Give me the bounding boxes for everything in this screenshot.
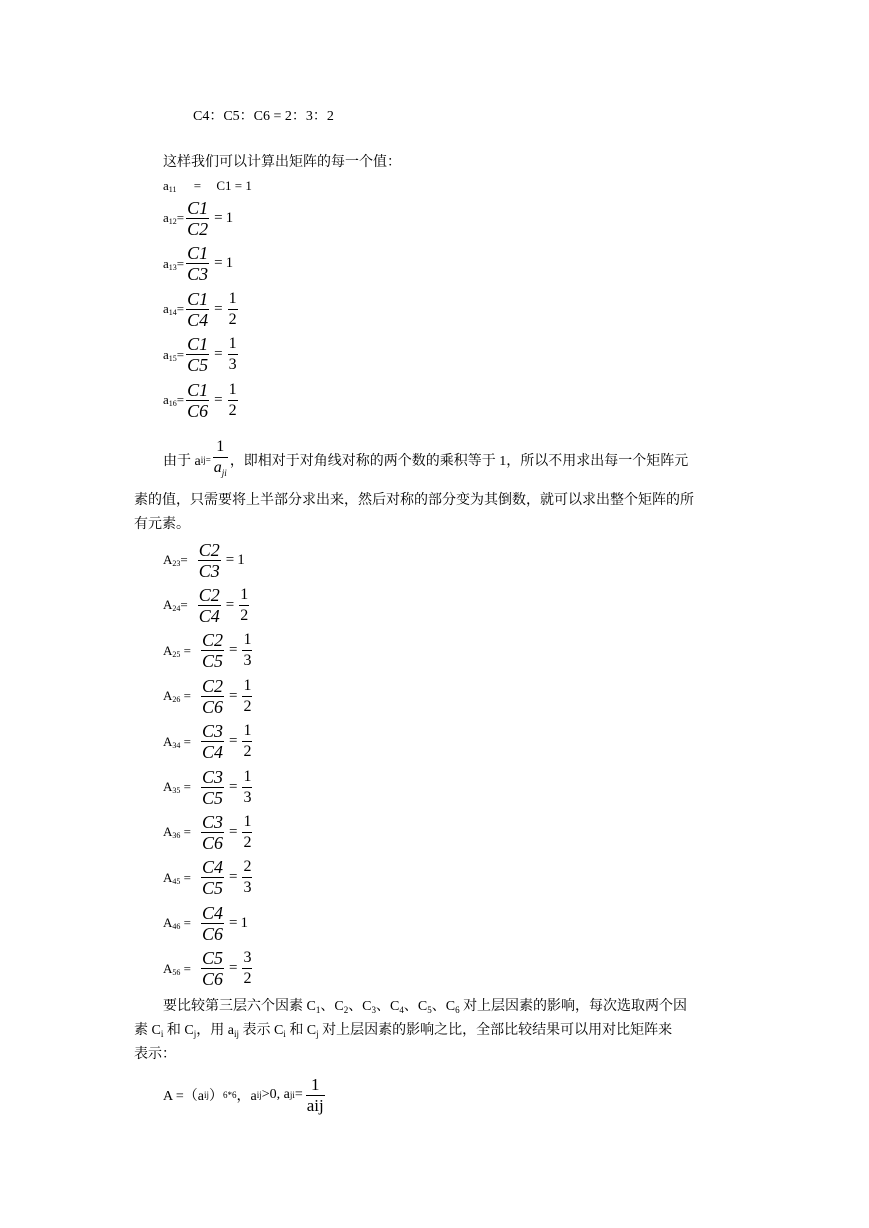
- equation-A26: $A_{26}$ = $\frac{C2}{C6}$ = $\frac{1}{2}$: [163, 675, 252, 717]
- fraction: $\frac{C1}{C5}$: [187, 334, 209, 376]
- eq-a11: $a_{11} = C1 = 1$: [163, 178, 252, 194]
- equation-A23: $A_{23}=$ $\frac{C2}{C3}$ = 1: [163, 539, 245, 581]
- result-fraction: $\frac{2}{3}$: [243, 858, 252, 897]
- result-value: 1: [225, 209, 234, 226]
- equation-A25: $A_{25}$ = $\frac{C2}{C5}$ = $\frac{1}{3}$: [163, 630, 252, 672]
- fraction: $\frac{C1}{C4}$: [187, 288, 209, 330]
- result-value: 1: [225, 255, 234, 272]
- result-fraction: $\frac{1}{2}$: [228, 380, 237, 419]
- equation-label: $a_{12}=$: [163, 210, 185, 226]
- result-fraction: $\frac{1}{3}$: [243, 767, 252, 806]
- result-fraction: $\frac{1}{2}$: [243, 676, 252, 715]
- para-compare-line2: 素 $C_i$ 和 $C_j$，用 $a_{ij}$ 表示 $C_i$ 和 $C_j$ 对上层因素的影响之比，全部比较结果可以用对比矩阵来: [134, 1023, 673, 1039]
- fraction: $\frac{C2}{C6}$: [201, 675, 223, 717]
- fraction: $\frac{C1}{C3}$: [187, 243, 209, 285]
- equation-label: $A_{24}=$: [163, 597, 188, 614]
- fraction: $\frac{C2}{C3}$: [198, 539, 220, 581]
- para-reciprocal-line3: 有元素。: [134, 517, 190, 532]
- final-fraction: $\frac{1}{\text{aij}}$: [306, 1074, 324, 1115]
- equation-a15: $a_{15}=$ $\frac{C1}{C5}$ = $\frac{1}{3}$: [163, 334, 237, 376]
- equation-label: $A_{45}$ =: [163, 869, 191, 886]
- fraction: $\frac{C4}{C6}$: [201, 902, 223, 944]
- equation-label: $A_{26}$ =: [163, 688, 191, 705]
- fraction: $\frac{C2}{C5}$: [201, 630, 223, 672]
- equation-label: $A_{36}$ =: [163, 824, 191, 841]
- fraction: $\frac{C3}{C5}$: [201, 766, 223, 808]
- final-formula: A =（a ij ） 6*6 ，a ij >0, a ji = $\frac{1}{\text{aij}}$: [163, 1074, 324, 1115]
- fraction: $\frac{C1}{C2}$: [187, 197, 209, 239]
- result-value: 1: [240, 914, 248, 931]
- fraction: $\frac{C4}{C5}$: [201, 857, 223, 899]
- reciprocal-fraction: $\frac{1}{a_{ji}}$: [213, 437, 227, 479]
- result-fraction: $\frac{3}{2}$: [243, 949, 252, 988]
- para-compare-line1: 要比较第三层六个因素 $C_1$、$C_2$、$C_3$、$C_4$、$C_5$、$C_6$ 对上层因素的影响，每次选取两个因: [163, 999, 688, 1015]
- equation-A36: $A_{36}$ = $\frac{C3}{C6}$ = $\frac{1}{2}$: [163, 811, 252, 853]
- equation-label: $a_{15}=$: [163, 346, 185, 363]
- result-fraction: $\frac{1}{2}$: [243, 722, 252, 761]
- fraction: $\frac{C1}{C6}$: [187, 379, 209, 421]
- equation-A56: $A_{56}$ = $\frac{C5}{C6}$ = $\frac{3}{2}$: [163, 948, 252, 990]
- fraction: $\frac{C3}{C6}$: [201, 811, 223, 853]
- equation-label: $a_{14}=$: [163, 301, 185, 318]
- equation-A24: $A_{24}=$ $\frac{C2}{C4}$ = $\frac{1}{2}$: [163, 584, 249, 626]
- equation-a12: $a_{12}=$ $\frac{C1}{C2}$ = 1: [163, 197, 234, 239]
- equation-A46: $A_{46}$ = $\frac{C4}{C6}$ = 1: [163, 902, 248, 944]
- result-value: 1: [237, 551, 245, 568]
- ratio-line: C4：C5：C6 = 2：3：2: [193, 109, 334, 124]
- equation-A34: $A_{34}$ = $\frac{C3}{C4}$ = $\frac{1}{2}$: [163, 721, 252, 763]
- equation-label: $A_{25}$ =: [163, 642, 191, 659]
- result-fraction: $\frac{1}{3}$: [243, 631, 252, 670]
- result-fraction: $\frac{1}{2}$: [240, 585, 249, 624]
- result-fraction: $\frac{1}{2}$: [228, 289, 237, 328]
- equation-a14: $a_{14}=$ $\frac{C1}{C4}$ = $\frac{1}{2}$: [163, 288, 237, 330]
- equation-label: $A_{56}$ =: [163, 960, 191, 977]
- equation-a16: $a_{16}=$ $\frac{C1}{C6}$ = $\frac{1}{2}$: [163, 379, 237, 421]
- fraction: $\frac{C2}{C4}$: [198, 584, 220, 626]
- para-reciprocal-line2: 素的值，只需要将上半部分求出来，然后对称的部分变为其倒数，就可以求出整个矩阵的所: [134, 493, 694, 508]
- equation-label: $A_{23}=$: [163, 552, 188, 568]
- intro-line: 这样我们可以计算出矩阵的每一个值：: [163, 155, 401, 170]
- para-reciprocal: 由于 a ij= $\frac{1}{a_{ji}}$ ，即相对于对角线对称的两个数的乘积等于 1，所以不用求出每一个矩阵元: [163, 438, 688, 482]
- equation-a13: $a_{13}=$ $\frac{C1}{C3}$ = 1: [163, 243, 234, 285]
- fraction: $\frac{C5}{C6}$: [201, 948, 223, 990]
- equation-label: $A_{46}$ =: [163, 915, 191, 932]
- equation-label: $A_{34}$ =: [163, 733, 191, 750]
- equation-label: $a_{13}=$: [163, 255, 185, 272]
- para-compare-line3: 表示：: [134, 1047, 176, 1062]
- equation-A35: $A_{35}$ = $\frac{C3}{C5}$ = $\frac{1}{3}$: [163, 766, 252, 808]
- result-fraction: $\frac{1}{3}$: [228, 335, 237, 374]
- fraction: $\frac{C3}{C4}$: [201, 721, 223, 763]
- equation-A45: $A_{45}$ = $\frac{C4}{C5}$ = $\frac{2}{3}$: [163, 857, 252, 899]
- result-fraction: $\frac{1}{2}$: [243, 812, 252, 851]
- equation-label: $A_{35}$ =: [163, 779, 191, 795]
- equation-label: $a_{16}=$: [163, 392, 185, 409]
